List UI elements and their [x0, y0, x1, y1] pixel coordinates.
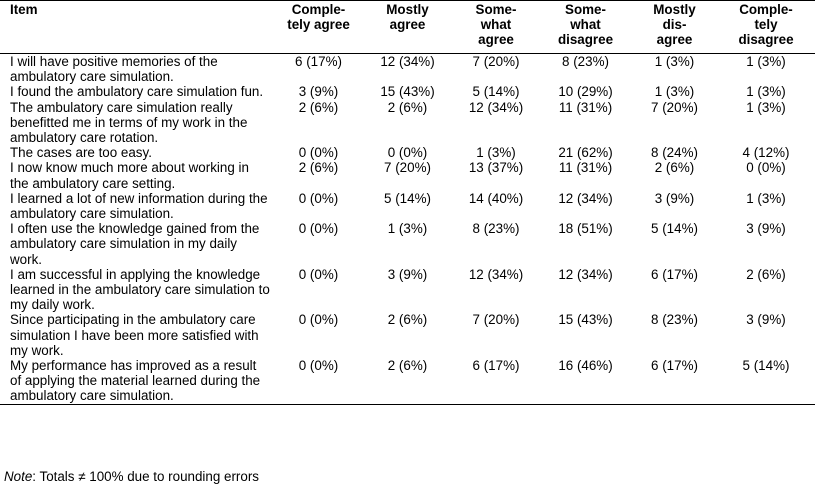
value-cell: 10 (29%) [558, 84, 613, 100]
value-cell: 2 (6%) [654, 160, 695, 176]
value-cell: 6 (17%) [295, 54, 342, 69]
value-cell: 11 (31%) [558, 160, 613, 176]
value-cell: 1 (3%) [746, 190, 786, 206]
item-cell: I now know much more about working in the ambulatory care setting. [10, 160, 249, 191]
value-cell: 1 (3%) [746, 54, 786, 69]
value-cell: 7 (20%) [651, 99, 698, 115]
value-cell: 3 (9%) [654, 190, 695, 206]
value-cell: 8 (23%) [651, 312, 698, 328]
header-item [0, 1, 275, 54]
item-cell: I often use the knowledge gained from the ambulatory care simulation in my daily work. [10, 221, 260, 267]
item-cell: The cases are too easy. [10, 145, 152, 161]
header-line: disagree [557, 32, 614, 48]
value-cell: 3 (9%) [746, 221, 786, 237]
value-cell: 0 (0%) [298, 358, 339, 374]
value-cell: 3 (9%) [298, 84, 339, 100]
header-line: dis- [662, 17, 687, 33]
header-line: disagree [738, 32, 794, 48]
header-somewhat-disagree [539, 1, 632, 54]
value-cell: 0 (0%) [298, 312, 339, 328]
value-cell: 2 (6%) [746, 266, 786, 282]
value-cell: 1 (3%) [654, 84, 695, 100]
value-cell: 5 (14%) [384, 190, 431, 206]
value-cell: 2 (6%) [387, 312, 428, 328]
header-line: agree [656, 32, 693, 48]
value-cell: 8 (24%) [651, 145, 698, 161]
header-line: what [570, 17, 601, 33]
item-cell: I am successful in applying the knowledge learned in the ambulatory care simulation to my daily work. [10, 266, 270, 313]
header-line: agree [478, 32, 514, 48]
footnote-text: : Totals ≠ 100% due to rounding errors [32, 469, 259, 484]
value-cell: 15 (43%) [380, 84, 435, 100]
value-cell: 11 (31%) [558, 99, 613, 115]
value-cell: 0 (0%) [746, 160, 786, 176]
header-line: what [480, 17, 512, 33]
value-cell: 1 (3%) [746, 99, 786, 115]
item-cell: I learned a lot of new information during the ambulatory care simulation. [10, 190, 268, 222]
header-completely-agree [275, 1, 362, 54]
header-line: Comple- [739, 2, 793, 17]
header-completely-disagree [717, 1, 815, 54]
value-cell: 0 (0%) [387, 145, 428, 161]
value-cell: 18 (51%) [558, 221, 613, 237]
table-footnote [0, 469, 259, 484]
value-cell: 16 (46%) [558, 358, 613, 374]
item-cell: I will have positive memories of the ambulatory care simulation. [10, 54, 218, 85]
value-cell: 21 (62%) [558, 145, 613, 161]
header-line: tely [754, 17, 778, 33]
table-row [0, 312, 815, 358]
header-line: Some- [475, 2, 517, 17]
value-cell: 14 (40%) [468, 190, 524, 206]
value-cell: 5 (14%) [651, 221, 698, 237]
table-row [0, 84, 815, 99]
value-cell: 12 (34%) [468, 266, 524, 282]
header-line: Mostly [653, 2, 696, 17]
value-cell: 12 (34%) [558, 266, 613, 282]
value-cell: 0 (0%) [298, 266, 339, 282]
value-cell: 0 (0%) [298, 145, 339, 161]
table-row [0, 221, 815, 267]
item-cell: My performance has improved as a result of applying the material learned during the ambulatory care simulation. [10, 358, 261, 404]
item-cell: Since participating in the ambulatory care simulation I have been more satisfied with my work. [10, 312, 259, 358]
table-row [0, 100, 815, 146]
value-cell: 7 (20%) [384, 160, 431, 176]
value-cell: 5 (14%) [742, 358, 790, 374]
value-cell: 1 (3%) [746, 84, 786, 100]
value-cell: 7 (20%) [472, 312, 520, 328]
table-row [0, 145, 815, 160]
value-cell: 2 (6%) [387, 99, 428, 115]
header-line: Comple- [291, 2, 346, 17]
value-cell: 5 (14%) [472, 84, 520, 100]
value-cell: 1 (3%) [476, 145, 516, 161]
value-cell: 12 (34%) [380, 54, 435, 69]
footnote-label: Note [4, 469, 33, 484]
value-cell: 4 (12%) [742, 145, 790, 161]
value-cell: 1 (3%) [387, 221, 428, 237]
value-cell: 15 (43%) [558, 312, 613, 328]
value-cell: 3 (9%) [387, 266, 428, 282]
header-line: Mostly [386, 2, 429, 17]
item-cell: I found the ambulatory care simulation fun. [10, 84, 264, 100]
value-cell: 2 (6%) [298, 99, 339, 115]
header-line: tely agree [287, 17, 350, 33]
table-row [0, 191, 815, 221]
table-header-row [0, 1, 815, 54]
value-cell: 2 (6%) [298, 160, 339, 176]
header-line: agree [389, 17, 426, 33]
table-row [0, 358, 815, 404]
item-cell: The ambulatory care simulation really benefitted me in terms of my work in the ambulatory care rotation. [10, 99, 248, 146]
table-row [0, 160, 815, 190]
table-row [0, 267, 815, 313]
value-cell: 2 (6%) [387, 358, 428, 374]
value-cell: 1 (3%) [654, 54, 695, 69]
value-cell: 12 (34%) [468, 99, 524, 115]
value-cell: 6 (17%) [472, 358, 520, 374]
value-cell: 7 (20%) [472, 54, 520, 69]
header-line: Some- [565, 2, 606, 17]
value-cell: 0 (0%) [298, 190, 339, 206]
value-cell: 13 (37%) [468, 160, 524, 176]
value-cell: 3 (9%) [746, 312, 786, 328]
value-cell: 12 (34%) [558, 190, 613, 206]
header-mostly-agree [362, 1, 453, 54]
header-item-label: Item [10, 2, 38, 17]
header-somewhat-agree [453, 1, 539, 54]
value-cell: 6 (17%) [651, 266, 698, 282]
header-mostly-disagree [632, 1, 717, 54]
table-row [0, 54, 815, 85]
value-cell: 8 (23%) [562, 54, 609, 69]
value-cell: 8 (23%) [472, 221, 520, 237]
value-cell: 0 (0%) [298, 221, 339, 237]
value-cell: 6 (17%) [651, 358, 698, 374]
